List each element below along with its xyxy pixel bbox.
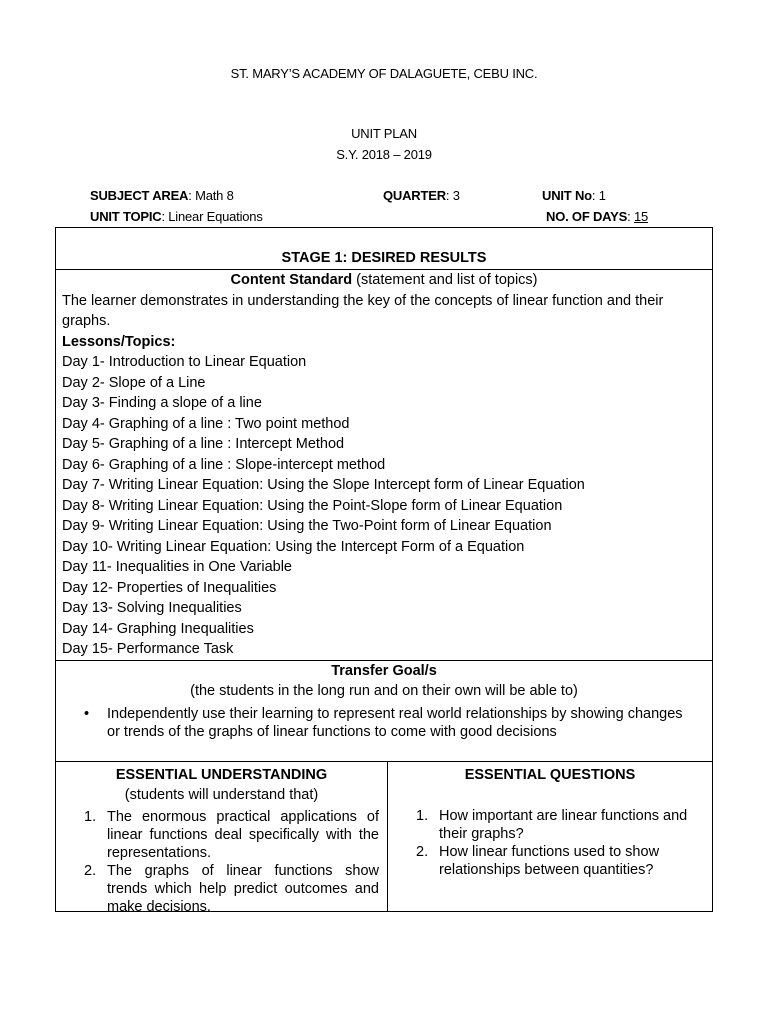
- transfer-goal-list: [56, 705, 712, 741]
- transfer-goal-item: [107, 705, 712, 741]
- lessons-topics-label: Lessons/Topics:: [62, 333, 176, 350]
- lesson-day-8: Day 8- Writing Linear Equation: Using the Point-Slope form of Linear Equation: [62, 497, 563, 514]
- no-of-days-value: 15: [633, 209, 649, 224]
- unit-topic-label: UNIT TOPIC: [90, 209, 162, 224]
- item-number: 1.: [84, 808, 97, 825]
- content-standard-description-line1: The learner demonstrates in understanding the key of the concepts of linear function and their: [62, 292, 664, 309]
- essential-understanding-list: [56, 808, 387, 916]
- unit-no-value: : 1: [591, 188, 606, 203]
- transfer-goal-section: [56, 661, 712, 762]
- lesson-day-10: Day 10- Writing Linear Equation: Using the Intercept Form of a Equation: [62, 538, 525, 555]
- lesson-day-1: Day 1- Introduction to Linear Equation: [62, 354, 307, 370]
- item-number: 2.: [416, 844, 429, 860]
- essential-questions-list: [388, 807, 712, 879]
- lesson-day-11: Day 11- Inequalities in One Variable: [62, 559, 292, 575]
- lessons-list: [62, 352, 706, 660]
- unit-topic-value: : Linear Equations: [161, 209, 263, 224]
- essential-understanding-subtitle: (students will understand that): [124, 787, 319, 803]
- lesson-day-14: Day 14- Graphing Inequalities: [62, 620, 254, 637]
- unit-plan-table: [55, 227, 713, 915]
- unit-topic: [90, 209, 263, 224]
- transfer-goal-line1: • Independently use their learning to represent real world relationships by showing changes: [107, 705, 683, 722]
- no-of-days: [546, 209, 648, 224]
- spacer: [388, 785, 712, 805]
- lesson-day-3: Day 3- Finding a slope of a line: [62, 395, 262, 411]
- transfer-goal-line2: or trends of the graphs of linear functions to come with good decisions: [107, 723, 557, 740]
- essential-understanding-item: [56, 808, 387, 862]
- item-text: The enormous practical applications of linear functions deal specifically with the representations.: [107, 808, 379, 861]
- subject-area-value: : Math 8: [188, 188, 234, 203]
- lesson-day-5: Day 5- Graphing of a line : Intercept Method: [62, 436, 345, 452]
- lesson-day-7: Day 7- Writing Linear Equation: Using the Slope Intercept form of Linear Equation: [62, 477, 585, 493]
- item-text: How important are linear functions and their graphs?: [439, 808, 688, 842]
- school-name: ST. MARY’S ACADEMY OF DALAGUETE, CEBU INC.: [230, 66, 538, 81]
- unit-no: [542, 188, 606, 203]
- content-standard-heading: [62, 270, 706, 291]
- essential-understanding-item: [56, 862, 387, 916]
- no-of-days-colon: :: [627, 209, 634, 224]
- content-standard-description-line2: graphs.: [62, 313, 111, 329]
- essential-questions-title: ESSENTIAL QUESTIONS: [464, 766, 636, 783]
- lesson-day-12: Day 12- Properties of Inequalities: [62, 579, 277, 596]
- content-standard-section: [56, 270, 712, 661]
- item-text: The graphs of linear functions show trends which help predict outcomes and make decisions.: [107, 862, 379, 915]
- quarter: [383, 188, 460, 203]
- item-text: How linear functions used to show relationships between quantities?: [439, 844, 660, 878]
- quarter-value: : 3: [445, 188, 460, 203]
- essential-question-item: [388, 843, 712, 879]
- lesson-day-6: Day 6- Graphing of a line : Slope-intercept method: [62, 456, 386, 473]
- essential-question-item: [388, 807, 712, 843]
- lesson-day-15: Day 15- Performance Task: [62, 641, 234, 657]
- essential-understanding-title: ESSENTIAL UNDERSTANDING: [115, 766, 328, 783]
- lesson-day-4: Day 4- Graphing of a line : Two point method: [62, 415, 350, 432]
- doc-title: UNIT PLAN: [351, 126, 417, 141]
- subject-area: [90, 188, 234, 203]
- essential-understanding-column: [56, 762, 388, 915]
- essential-questions-column: [388, 762, 712, 911]
- stage-heading: STAGE 1: DESIRED RESULTS: [56, 228, 712, 270]
- content-standard-subtitle: (statement and list of topics): [352, 272, 538, 288]
- school-year: S.Y. 2018 – 2019: [336, 147, 432, 162]
- essentials-section: [56, 762, 712, 915]
- item-number: 1.: [416, 808, 429, 824]
- item-number: 2.: [84, 862, 97, 879]
- transfer-goal-title: Transfer Goal/s: [331, 662, 437, 679]
- lesson-day-13: Day 13- Solving Inequalities: [62, 600, 242, 616]
- subject-area-label: SUBJECT AREA: [90, 188, 189, 203]
- unit-no-label: UNIT No: [542, 188, 592, 203]
- content-standard-title: Content Standard: [230, 272, 353, 288]
- no-of-days-label: NO. OF DAYS: [546, 209, 628, 224]
- lesson-day-2: Day 2- Slope of a Line: [62, 374, 206, 391]
- quarter-label: QUARTER: [383, 188, 446, 203]
- transfer-goal-subtitle: (the students in the long run and on their own will be able to): [190, 683, 578, 699]
- lesson-day-9: Day 9- Writing Linear Equation: Using the Two-Point form of Linear Equation: [62, 518, 552, 534]
